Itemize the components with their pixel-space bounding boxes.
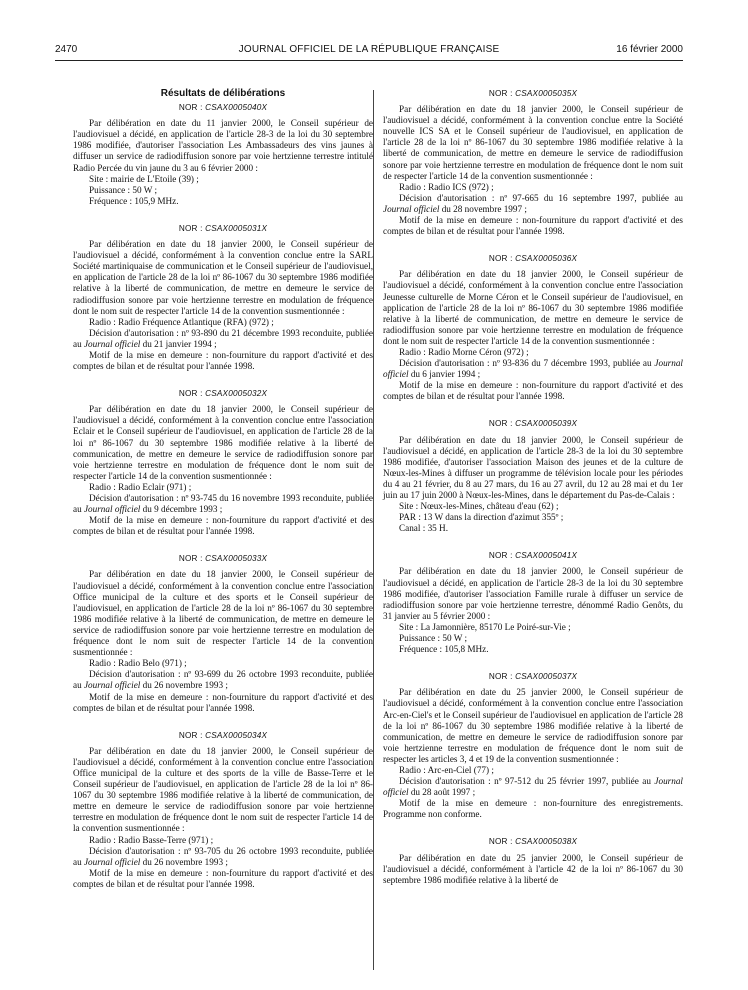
- nor-reference: [383, 253, 683, 264]
- nor-reference: [73, 388, 373, 399]
- deliberation-block: [73, 553, 373, 713]
- page-number: 2470: [55, 44, 78, 55]
- nor-code: CSAX0005035X: [515, 89, 578, 98]
- deliberation-block: [383, 836, 683, 885]
- journal-officiel-ref: Journal officiel: [383, 358, 683, 380]
- left-column: [73, 88, 373, 906]
- motif-line: Motif de la mise en demeure : non-fourniture du rapport d'activité et des comptes de bilan et de résultat pour l'année 1998.: [383, 380, 683, 402]
- publication-date: 16 février 2000: [616, 44, 683, 55]
- nor-code: CSAX0005034X: [205, 730, 268, 740]
- nor-code: CSAX0005041X: [515, 551, 578, 561]
- nor-code: CSAX0005039X: [515, 419, 578, 429]
- detail-line: Site : La Jamonnière, 85170 Le Poiré-sur-Vie ;: [399, 621, 571, 632]
- decision-text: Décision d'autorisation : nº 93-745 du 16 novembre 1993 reconduite, publiée au: [73, 493, 373, 515]
- nor-code: CSAX0005040X: [205, 103, 268, 113]
- nor-reference: [73, 102, 373, 113]
- nor-code: CSAX0005038X: [515, 837, 578, 847]
- motif-line: Motif de la mise en demeure : non-fourniture du rapport d'activité et des comptes de bilan et de résultat pour l'année 1998.: [73, 515, 373, 537]
- publication-ref-date: du 6 janvier 1994 ;: [410, 369, 481, 380]
- nor-reference: [383, 88, 683, 99]
- deliberation-block: [383, 550, 683, 655]
- decision-line: [73, 328, 373, 350]
- deliberation-text: Par délibération en date du 18 janvier 2000, le Conseil supérieur de l'audiovisuel a décidé, conformément à la convention conclue entre la SARL Société martiniquaise de communication et le Conseil supérieur de l'audiovisuel, en application de l'article 28 de la loi nº 86-1067 du 30 septembre 1986 modifiée relative à la liberté de communication, de mettre en demeure le service de radiodiffusion sonore par voie hertzienne terrestre en modulation de fréquence dont le nom suit de respecter l'article 14 de la convention susmentionnée :: [73, 239, 373, 316]
- decision-text: Décision d'autorisation : nº 93-890 du 21 décembre 1993 reconduite, publiée au: [73, 327, 373, 349]
- decision-line: [383, 358, 683, 380]
- journal-officiel-ref: Journal officiel: [83, 504, 141, 515]
- decision-text: Décision d'autorisation : nº 97-665 du 16 septembre 1997, publiée au: [399, 192, 683, 203]
- nor-label: NOR :: [178, 103, 203, 113]
- journal-officiel-ref: Journal officiel: [383, 776, 683, 798]
- deliberation-block: [383, 671, 683, 820]
- publication-ref-date: du 26 novembre 1993 ;: [142, 856, 228, 867]
- decision-line: [73, 669, 373, 691]
- publication-ref-date: du 26 novembre 1993 ;: [142, 680, 228, 691]
- section-title: Résultats de délibérations: [160, 88, 286, 99]
- nor-reference: [383, 550, 683, 561]
- decision-line: [73, 493, 373, 515]
- nor-reference: [383, 671, 683, 682]
- detail-line: Site : Nœux-les-Mines, château d'eau (62) ;: [399, 501, 559, 512]
- deliberation-block: [383, 88, 683, 237]
- deliberation-block: [73, 223, 373, 372]
- nor-label: NOR :: [488, 419, 513, 429]
- nor-code: CSAX0005037X: [515, 672, 578, 682]
- journal-officiel-ref: Journal officiel: [83, 856, 141, 867]
- deliberation-text: Par délibération en date du 18 janvier 2000, le Conseil supérieur de l'audiovisuel a décidé, conformément à la convention conclue entre l'association Office municipal de la culture et des sports et le Conseil supérieur de l'audiovisuel, en application de l'article 28 de la loi nº 86-1067 du 30 septembre 1986 modifiée relative à la liberté de communication, de mettre en demeure le service de radiodiffusion sonore par voie hertzienne terrestre en modulation de fréquence dont le nom suit de respecter l'article 14 de la convention susmentionnée :: [73, 569, 373, 658]
- detail-line: Fréquence : 105,9 MHz.: [89, 195, 179, 206]
- deliberation-text: Par délibération en date du 18 janvier 2000, le Conseil supérieur de l'audiovisuel a décidé, en application de l'article 28-3 de la loi du 30 septembre 1986 modifiée, d'autoriser l'association Famille rurale à diffuser un service de radiodiffusion sonore par voie hertzienne terrestre, dénommé Radio Genôts, du 31 janvier au 5 février 2000 :: [383, 566, 683, 621]
- deliberation-text: Par délibération en date du 25 janvier 2000, le Conseil supérieur de l'audiovisuel a décidé, conformément à l'article 42 de la loi nº 86-1067 du 30 septembre 1986 modifiée relative à la liberté de: [383, 852, 683, 885]
- detail-line: PAR : 13 W dans la direction d'azimut 355º ;: [399, 512, 564, 523]
- deliberation-block: [73, 102, 373, 207]
- radio-name: Radio : Radio Basse-Terre (971) ;: [89, 834, 214, 845]
- deliberation-text: Par délibération en date du 18 janvier 2000, le Conseil supérieur de l'audiovisuel a décidé, en application de l'article 28-3 de la loi du 30 septembre 1986 modifiée, d'autoriser l'association Maison des jeunes et de la culture de Nœux-les-Mines à diffuser un programme de télévision locale pour les périodes du 4 au 21 février, du 8 au 27 mars, du 16 au 27 avril, du 12 au 28 mai et du 1er juin au 17 juin 2000 à Nœux-les-Mines, dans le département du Pas-de-Calais :: [383, 434, 683, 500]
- decision-text: Décision d'autorisation : nº 97-512 du 25 février 1997, publiée au: [399, 776, 651, 787]
- radio-name: Radio : Radio Morne Céron (972) ;: [399, 346, 529, 357]
- journal-title: JOURNAL OFFICIEL DE LA RÉPUBLIQUE FRANÇAISE: [238, 44, 500, 55]
- header-rule: [55, 60, 683, 61]
- nor-label: NOR :: [178, 730, 203, 740]
- decision-text: Décision d'autorisation : nº 93-699 du 26 octobre 1993 reconduite, publiée au: [73, 669, 373, 691]
- radio-name: Radio : Radio Eclair (971) ;: [89, 481, 192, 492]
- nor-label: NOR :: [178, 554, 203, 564]
- nor-label: NOR :: [488, 254, 513, 264]
- decision-line: [383, 193, 683, 215]
- deliberation-block: [383, 418, 683, 534]
- detail-line: Fréquence : 105,8 MHz.: [399, 644, 489, 655]
- deliberation-text: Par délibération en date du 11 janvier 2000, le Conseil supérieur de l'audiovisuel a décidé, en application de l'article 28-3 de la loi du 30 septembre 1986 modifiée, d'autoriser l'association Les Ambassadeurs des vins jaunes à diffuser un service de radiodiffusion sonore par voie hertzienne terrestre intitulé Radio Percée du vin jaune du 3 au 6 février 2000 :: [73, 118, 373, 173]
- nor-label: NOR :: [178, 223, 203, 233]
- radio-name: Radio : Radio Fréquence Atlantique (RFA) (972) ;: [89, 316, 274, 327]
- motif-line: Motif de la mise en demeure : non-fourniture du rapport d'activité et des comptes de bilan et de résultat pour l'année 1998.: [383, 215, 683, 237]
- deliberation-text: Par délibération en date du 25 janvier 2000, le Conseil supérieur de l'audiovisuel a décidé, conformément à la convention conclue entre l'association Arc-en-Ciel's et le Conseil supérieur de l'audiovisuel en application de l'article 28 de la loi nº 86-1067 du 30 septembre 1986 modifiée relative à la liberté de communication, de mettre en demeure le service de radiodiffusion sonore par voie hertzienne terrestre en modulation de fréquence dont le nom suit de respecter les articles 3, 4 et 19 de la convention susmentionnée :: [383, 687, 683, 764]
- nor-reference: [383, 418, 683, 429]
- motif-line: Motif de la mise en demeure : non-fourniture du rapport d'activité et des comptes de bilan et de résultat pour l'année 1998.: [73, 691, 373, 713]
- motif-line: Motif de la mise en demeure : non-fourniture du rapport d'activité et des comptes de bilan et de résultat pour l'année 1998.: [73, 349, 373, 372]
- nor-label: NOR :: [488, 551, 513, 561]
- journal-officiel-ref: Journal officiel: [83, 338, 141, 349]
- nor-code: CSAX0005032X: [205, 389, 268, 399]
- detail-line: Canal : 35 H.: [399, 523, 448, 534]
- journal-officiel-ref: Journal officiel: [383, 203, 440, 214]
- nor-label: NOR :: [488, 837, 513, 847]
- radio-name: Radio : Radio ICS (972) ;: [399, 181, 494, 192]
- deliberation-block: [73, 388, 373, 537]
- motif-line: Motif de la mise en demeure : non-fourniture des enregistrements. Programme non conforme.: [383, 798, 683, 820]
- publication-ref-date: du 28 novembre 1997 ;: [441, 203, 527, 214]
- nor-label: NOR :: [178, 389, 203, 399]
- nor-code: CSAX0005033X: [205, 554, 268, 564]
- nor-code: CSAX0005031X: [205, 223, 268, 233]
- deliberation-block: [383, 253, 683, 402]
- deliberation-text: Par délibération en date du 18 janvier 2000, le Conseil supérieur de l'audiovisuel a décidé, conformément à la convention conclue entre la Société nouvelle ICS SA et le Conseil supérieur de l'audiovisuel, en application de l'article 28 de la loi nº 86-1067 du 30 septembre 1986 modifiée relative à la liberté de communication, de mettre en demeure le service de radiodiffusion sonore par voie hertzienne terrestre en modulation de fréquence dont le nom suit de respecter l'article 14 de la convention susmentionnée :: [383, 104, 683, 181]
- decision-line: [73, 846, 373, 868]
- decision-text: Décision d'autorisation : nº 93-705 du 26 octobre 1993 reconduite, publiée au: [73, 845, 373, 867]
- radio-name: Radio : Radio Belo (971) ;: [89, 658, 187, 669]
- deliberation-text: Par délibération en date du 18 janvier 2000, le Conseil supérieur de l'audiovisuel a décidé, conformément à la convention conclue entre l'association Office municipal de la culture et des sports de la ville de Basse-Terre et le Conseil supérieur de l'audiovisuel, en application de l'article 28 de la loi nº 86-1067 du 30 septembre 1986 modifiée relative à la liberté de communication, de mettre en demeure le service de radiodiffusion sonore par voie hertzienne terrestre en modulation de fréquence dont le nom suit de respecter l'article 14 de la convention susmentionnée :: [73, 745, 373, 834]
- nor-label: NOR :: [488, 672, 513, 682]
- radio-name: Radio : Arc-en-Ciel (77) ;: [399, 764, 494, 775]
- publication-ref-date: du 28 août 1997 ;: [410, 787, 476, 798]
- publication-ref-date: du 9 décembre 1993 ;: [142, 504, 223, 515]
- detail-line: Puissance : 50 W ;: [89, 184, 158, 195]
- journal-officiel-ref: Journal officiel: [83, 680, 141, 691]
- nor-reference: [73, 553, 373, 564]
- deliberation-text: Par délibération en date du 18 janvier 2000, le Conseil supérieur de l'audiovisuel a décidé, conformément à la convention conclue entre l'association Eclair et le Conseil supérieur de l'audiovisuel, en application de l'article 28 de la loi nº 86-1067 du 30 septembre 1986 modifiée relative à la liberté de communication, de mettre en demeure le service de radiodiffusion sonore par voie hertzienne terrestre en modulation de fréquence dont le nom suit de respecter l'article 14 de la convention susmentionnée :: [73, 404, 373, 481]
- nor-label: NOR :: [488, 89, 513, 98]
- page-header: [55, 44, 683, 58]
- detail-line: Puissance : 50 W ;: [399, 633, 468, 644]
- nor-reference: [383, 836, 683, 847]
- decision-text: Décision d'autorisation : nº 93-836 du 7 décembre 1993, publiée au: [399, 358, 652, 369]
- detail-line: Site : mairie de L'Etoile (39) ;: [89, 173, 199, 184]
- nor-code: CSAX0005036X: [515, 254, 578, 264]
- publication-ref-date: du 21 janvier 1994 ;: [142, 338, 217, 349]
- deliberation-text: Par délibération en date du 18 janvier 2000, le Conseil supérieur de l'audiovisuel a décidé, conformément à la convention conclue entre l'association Jeunesse culturelle de Morne Céron et le Conseil supérieur de l'audiovisuel, en application de l'article 28 de la loi nº 86-1067 du 30 septembre 1986 modifiée relative à la liberté de communication, de mettre en demeure le service de radiodiffusion sonore par voie hertzienne terrestre en modulation de fréquence dont le nom suit de respecter l'article 14 de la convention susmentionnée :: [383, 269, 683, 346]
- deliberation-block: [73, 730, 373, 890]
- column-divider: [373, 90, 374, 970]
- nor-reference: [73, 730, 373, 741]
- nor-reference: [73, 223, 373, 234]
- decision-line: [383, 776, 683, 798]
- motif-line: Motif de la mise en demeure : non-fourniture du rapport d'activité et des comptes de bilan et de résultat pour l'année 1998.: [73, 867, 373, 889]
- right-column: [383, 88, 683, 902]
